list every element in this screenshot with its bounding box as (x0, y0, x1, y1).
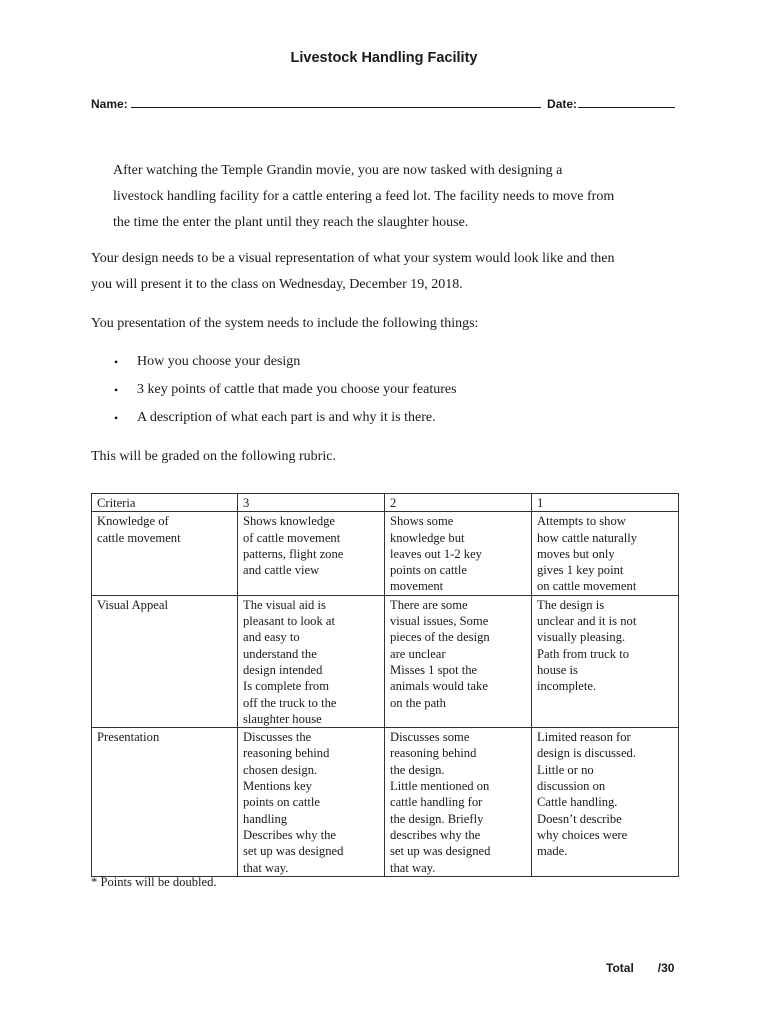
requirements-list (113, 348, 457, 432)
score-3-cell (238, 728, 385, 877)
cell-line: Knowledge of (97, 514, 169, 529)
cell-line: The design is (537, 597, 605, 612)
cell-line: pieces of the design (390, 630, 490, 645)
bullet-icon: • (114, 355, 119, 369)
header-criteria: Criteria (92, 494, 238, 512)
list-item-text: 3 key points of cattle that made you choose your features (137, 382, 457, 397)
table-row (92, 728, 679, 877)
cell-line: cattle handling for (390, 795, 483, 810)
rubric-table (91, 493, 679, 877)
cell-line: animals would take (390, 679, 488, 694)
list-item (113, 348, 457, 376)
cell-line: reasoning behind (390, 746, 477, 761)
cell-line: slaughter house (243, 711, 322, 726)
cell-line: points on cattle (390, 563, 467, 578)
cell-line: Path from truck to (537, 646, 629, 661)
design-paragraph (91, 246, 681, 298)
header-score-1: 1 (532, 494, 679, 512)
score-2-cell (385, 595, 532, 727)
cell-line: are unclear (390, 646, 446, 661)
cell-line: house is (537, 662, 578, 677)
score-2-cell (385, 728, 532, 877)
list-item (113, 376, 457, 404)
list-item-text: How you choose your design (137, 354, 301, 369)
cell-line: how cattle naturally (537, 530, 638, 545)
total-label: Total (606, 961, 634, 975)
header-score-3: 3 (238, 494, 385, 512)
score-1-cell (532, 512, 679, 595)
cell-line: Doesn’t describe (537, 811, 622, 826)
cell-line: on cattle movement (537, 579, 637, 594)
graded-text: This will be graded on the following rubric. (91, 449, 336, 464)
footnote: * Points will be doubled. (91, 875, 217, 889)
cell-line: visual issues, Some (390, 614, 489, 629)
design-line: you will present it to the class on Wednesday, December 19, 2018. (91, 277, 463, 292)
cell-line: knowledge but (390, 530, 465, 545)
cell-line: gives 1 key point (537, 563, 624, 578)
table-row (92, 512, 679, 595)
cell-line: Little or no (537, 762, 594, 777)
criteria-cell (92, 728, 238, 877)
intro-paragraph (113, 158, 673, 236)
cell-line: off the truck to the (243, 695, 337, 710)
intro-line: livestock handling facility for a cattle entering a feed lot. The facility needs to move from (113, 189, 615, 204)
cell-line: describes why the (390, 827, 481, 842)
cell-line: Shows some (390, 514, 454, 529)
bullet-icon: • (114, 411, 119, 425)
cell-line: design intended (243, 662, 323, 677)
cell-line: on the path (390, 695, 446, 710)
presentation-intro: You presentation of the system needs to include the following things: (91, 316, 479, 331)
cell-line: understand the (243, 646, 317, 661)
cell-line: discussion on (537, 779, 606, 794)
cell-line: Is complete from (243, 679, 330, 694)
cell-line: of cattle movement (243, 530, 341, 545)
cell-line: that way. (243, 860, 289, 875)
cell-line: movement (390, 579, 444, 594)
cell-line: design is discussed. (537, 746, 636, 761)
cell-line: Discusses some (390, 730, 470, 745)
cell-line: Misses 1 spot the (390, 662, 478, 677)
cell-line: Attempts to show (537, 514, 626, 529)
cell-line: Limited reason for (537, 730, 631, 745)
cell-line: leaves out 1-2 key (390, 546, 482, 561)
cell-line: patterns, flight zone (243, 546, 344, 561)
name-date-line (91, 95, 681, 111)
cell-line: Little mentioned on (390, 779, 490, 794)
cell-line: Shows knowledge (243, 514, 335, 529)
name-label: Name: (91, 97, 128, 111)
cell-line: and cattle view (243, 563, 320, 578)
date-label: Date: (547, 97, 578, 111)
cell-line: pleasant to look at (243, 614, 335, 629)
page-title: Livestock Handling Facility (290, 50, 478, 66)
cell-line: Cattle handling. (537, 795, 618, 810)
cell-line: made. (537, 844, 568, 859)
cell-line: the design. (390, 762, 445, 777)
cell-line: There are some (390, 597, 468, 612)
cell-line: set up was designed (243, 844, 344, 859)
cell-line: Visual Appeal (97, 597, 168, 612)
criteria-cell (92, 595, 238, 727)
cell-line: incomplete. (537, 679, 597, 694)
score-1-cell (532, 595, 679, 727)
cell-line: points on cattle (243, 795, 320, 810)
design-line: Your design needs to be a visual representation of what your system would look like and then (91, 251, 615, 266)
table-header-row (92, 494, 679, 512)
cell-line: and easy to (243, 630, 300, 645)
table-row (92, 595, 679, 727)
score-3-cell (238, 512, 385, 595)
cell-line: cattle movement (97, 530, 181, 545)
cell-line: Presentation (97, 730, 160, 745)
cell-line: visually pleasing. (537, 630, 626, 645)
header-score-2: 2 (385, 494, 532, 512)
bullet-icon: • (114, 383, 119, 397)
list-item-text: A description of what each part is and why it is there. (137, 410, 436, 425)
score-1-cell (532, 728, 679, 877)
cell-line: why choices were (537, 827, 628, 842)
cell-line: Mentions key (243, 779, 312, 794)
name-blank (131, 95, 541, 108)
cell-line: that way. (390, 860, 436, 875)
date-blank (578, 95, 675, 108)
cell-line: The visual aid is (243, 597, 326, 612)
cell-line: unclear and it is not (537, 614, 637, 629)
intro-line: After watching the Temple Grandin movie, you are now tasked with designing a (113, 163, 563, 178)
list-item (113, 404, 457, 432)
total-value: /30 (657, 961, 675, 975)
cell-line: the design. Briefly (390, 811, 484, 826)
criteria-cell (92, 512, 238, 595)
cell-line: set up was designed (390, 844, 491, 859)
intro-line: the time the enter the plant until they reach the slaughter house. (113, 215, 469, 230)
total-score (606, 961, 674, 975)
score-2-cell (385, 512, 532, 595)
cell-line: moves but only (537, 546, 615, 561)
score-3-cell (238, 595, 385, 727)
cell-line: handling (243, 811, 288, 826)
cell-line: Describes why the (243, 827, 337, 842)
cell-line: reasoning behind (243, 746, 330, 761)
cell-line: Discusses the (243, 730, 312, 745)
cell-line: chosen design. (243, 762, 318, 777)
